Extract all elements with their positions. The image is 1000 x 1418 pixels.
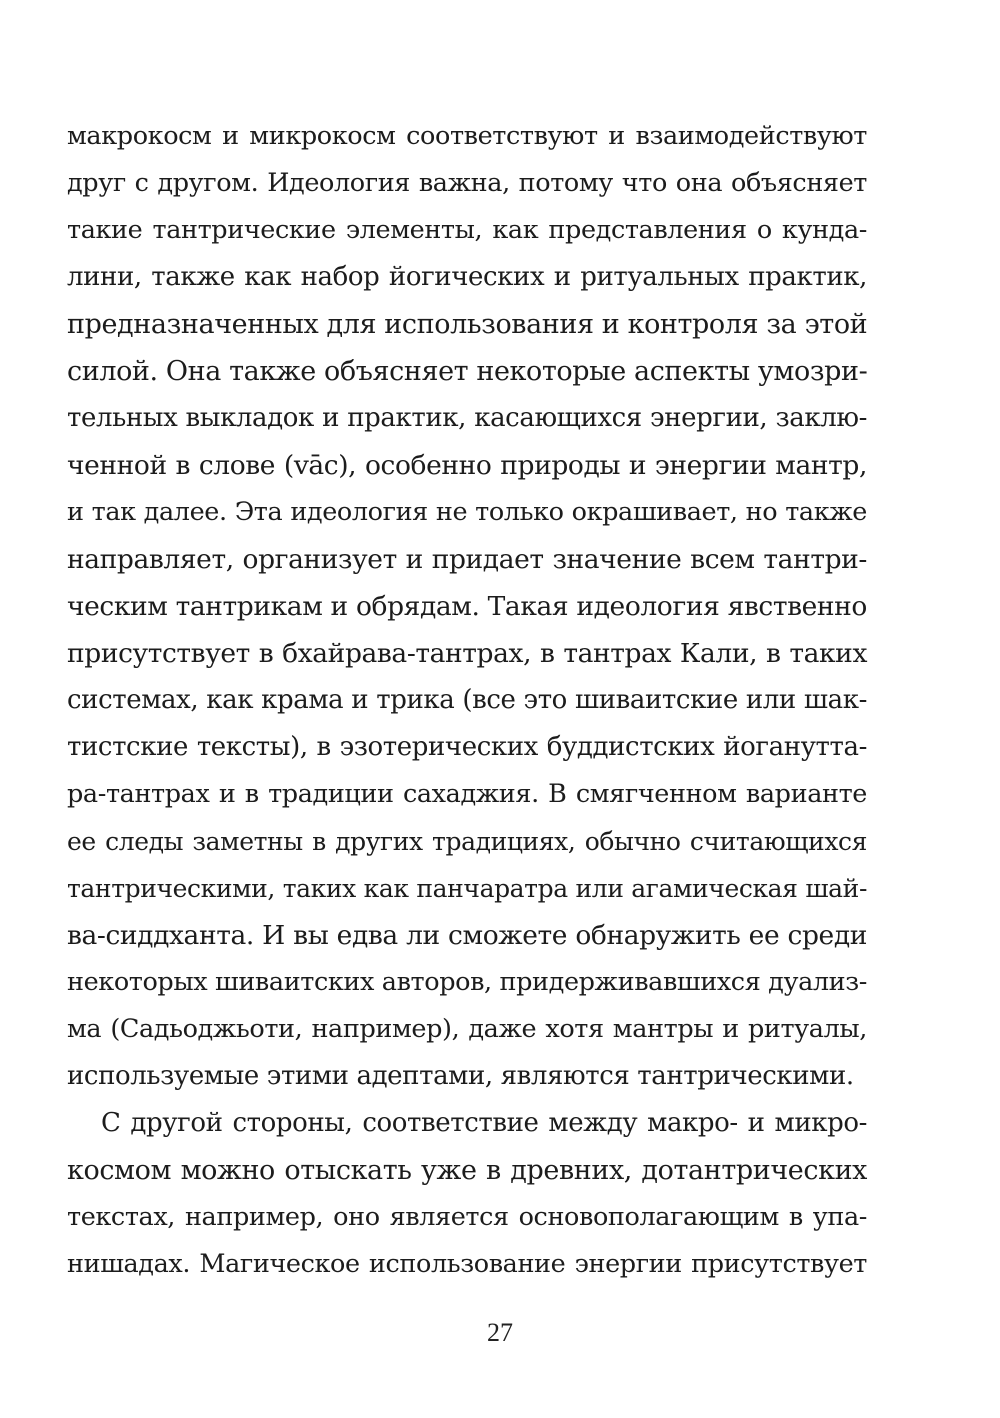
text-line: друг с другом. Идеология важна, потому что она объясняет [67, 168, 867, 198]
text-line: макрокосм и микрокосм соответствуют и взаимодействуют [67, 121, 867, 151]
text-line: некоторых шиваитских авторов, придерживавшихся дуализ- [67, 967, 867, 997]
text-line: ма (Садьоджьоти, например), даже хотя мантры и ритуалы, [67, 1014, 867, 1044]
text-line: направляет, организует и придает значение всем тантри- [67, 544, 867, 575]
text-line: используемые этими адептами, являются тантрическими. [67, 1061, 854, 1091]
page-number: 27 [487, 1318, 513, 1347]
text-line: космом можно отыскать уже в древних, дотантрических [67, 1155, 867, 1186]
paragraph-1 [67, 113, 867, 1100]
text-line: тельных выкладок и практик, касающихся энергии, заклю- [67, 403, 867, 433]
text-line: нишадах. Магическое использование энергии присутствует [67, 1249, 867, 1279]
text-line: присутствует в бхайрава-тантрах, в тантрах Кали, в таких [67, 638, 867, 669]
text-line: ченной в слове (vāc), особенно природы и энергии мантр, [67, 450, 867, 481]
text-line: и так далее. Эта идеология не только окрашивает, но также [67, 497, 867, 527]
text-line: С другой стороны, соответствие между макро- и микро- [101, 1108, 867, 1138]
text-line: силой. Она также объясняет некоторые аспекты умозри- [67, 356, 868, 387]
text-line: ва-сиддханта. И вы едва ли сможете обнаружить ее среди [67, 920, 867, 951]
text-line: такие тантрические элементы, как представления о кунда- [67, 215, 867, 245]
text-line: предназначенных для использования и контроля за этой [67, 309, 868, 340]
text-line: тистские тексты), в эзотерических буддистских йоганутта- [67, 732, 867, 762]
text-line: ра-тантрах и в традиции сахаджия. В смягченном варианте [67, 779, 867, 809]
text-line: ческим тантрикам и обрядам. Такая идеология явственно [67, 591, 867, 622]
text-line: тантрическими, таких как панчаратра или агамическая шай- [67, 874, 867, 903]
text-line: ее следы заметны в других традициях, обычно считающихся [67, 827, 867, 856]
text-line: текстах, например, оно является основополагающим в упа- [67, 1202, 867, 1232]
text-line: лини, также как набор йогических и ритуальных практик, [67, 262, 867, 292]
body-text [67, 113, 867, 1288]
paragraph-2 [67, 1100, 867, 1288]
text-line: системах, как крама и трика (все это шиваитские или шак- [67, 685, 867, 715]
